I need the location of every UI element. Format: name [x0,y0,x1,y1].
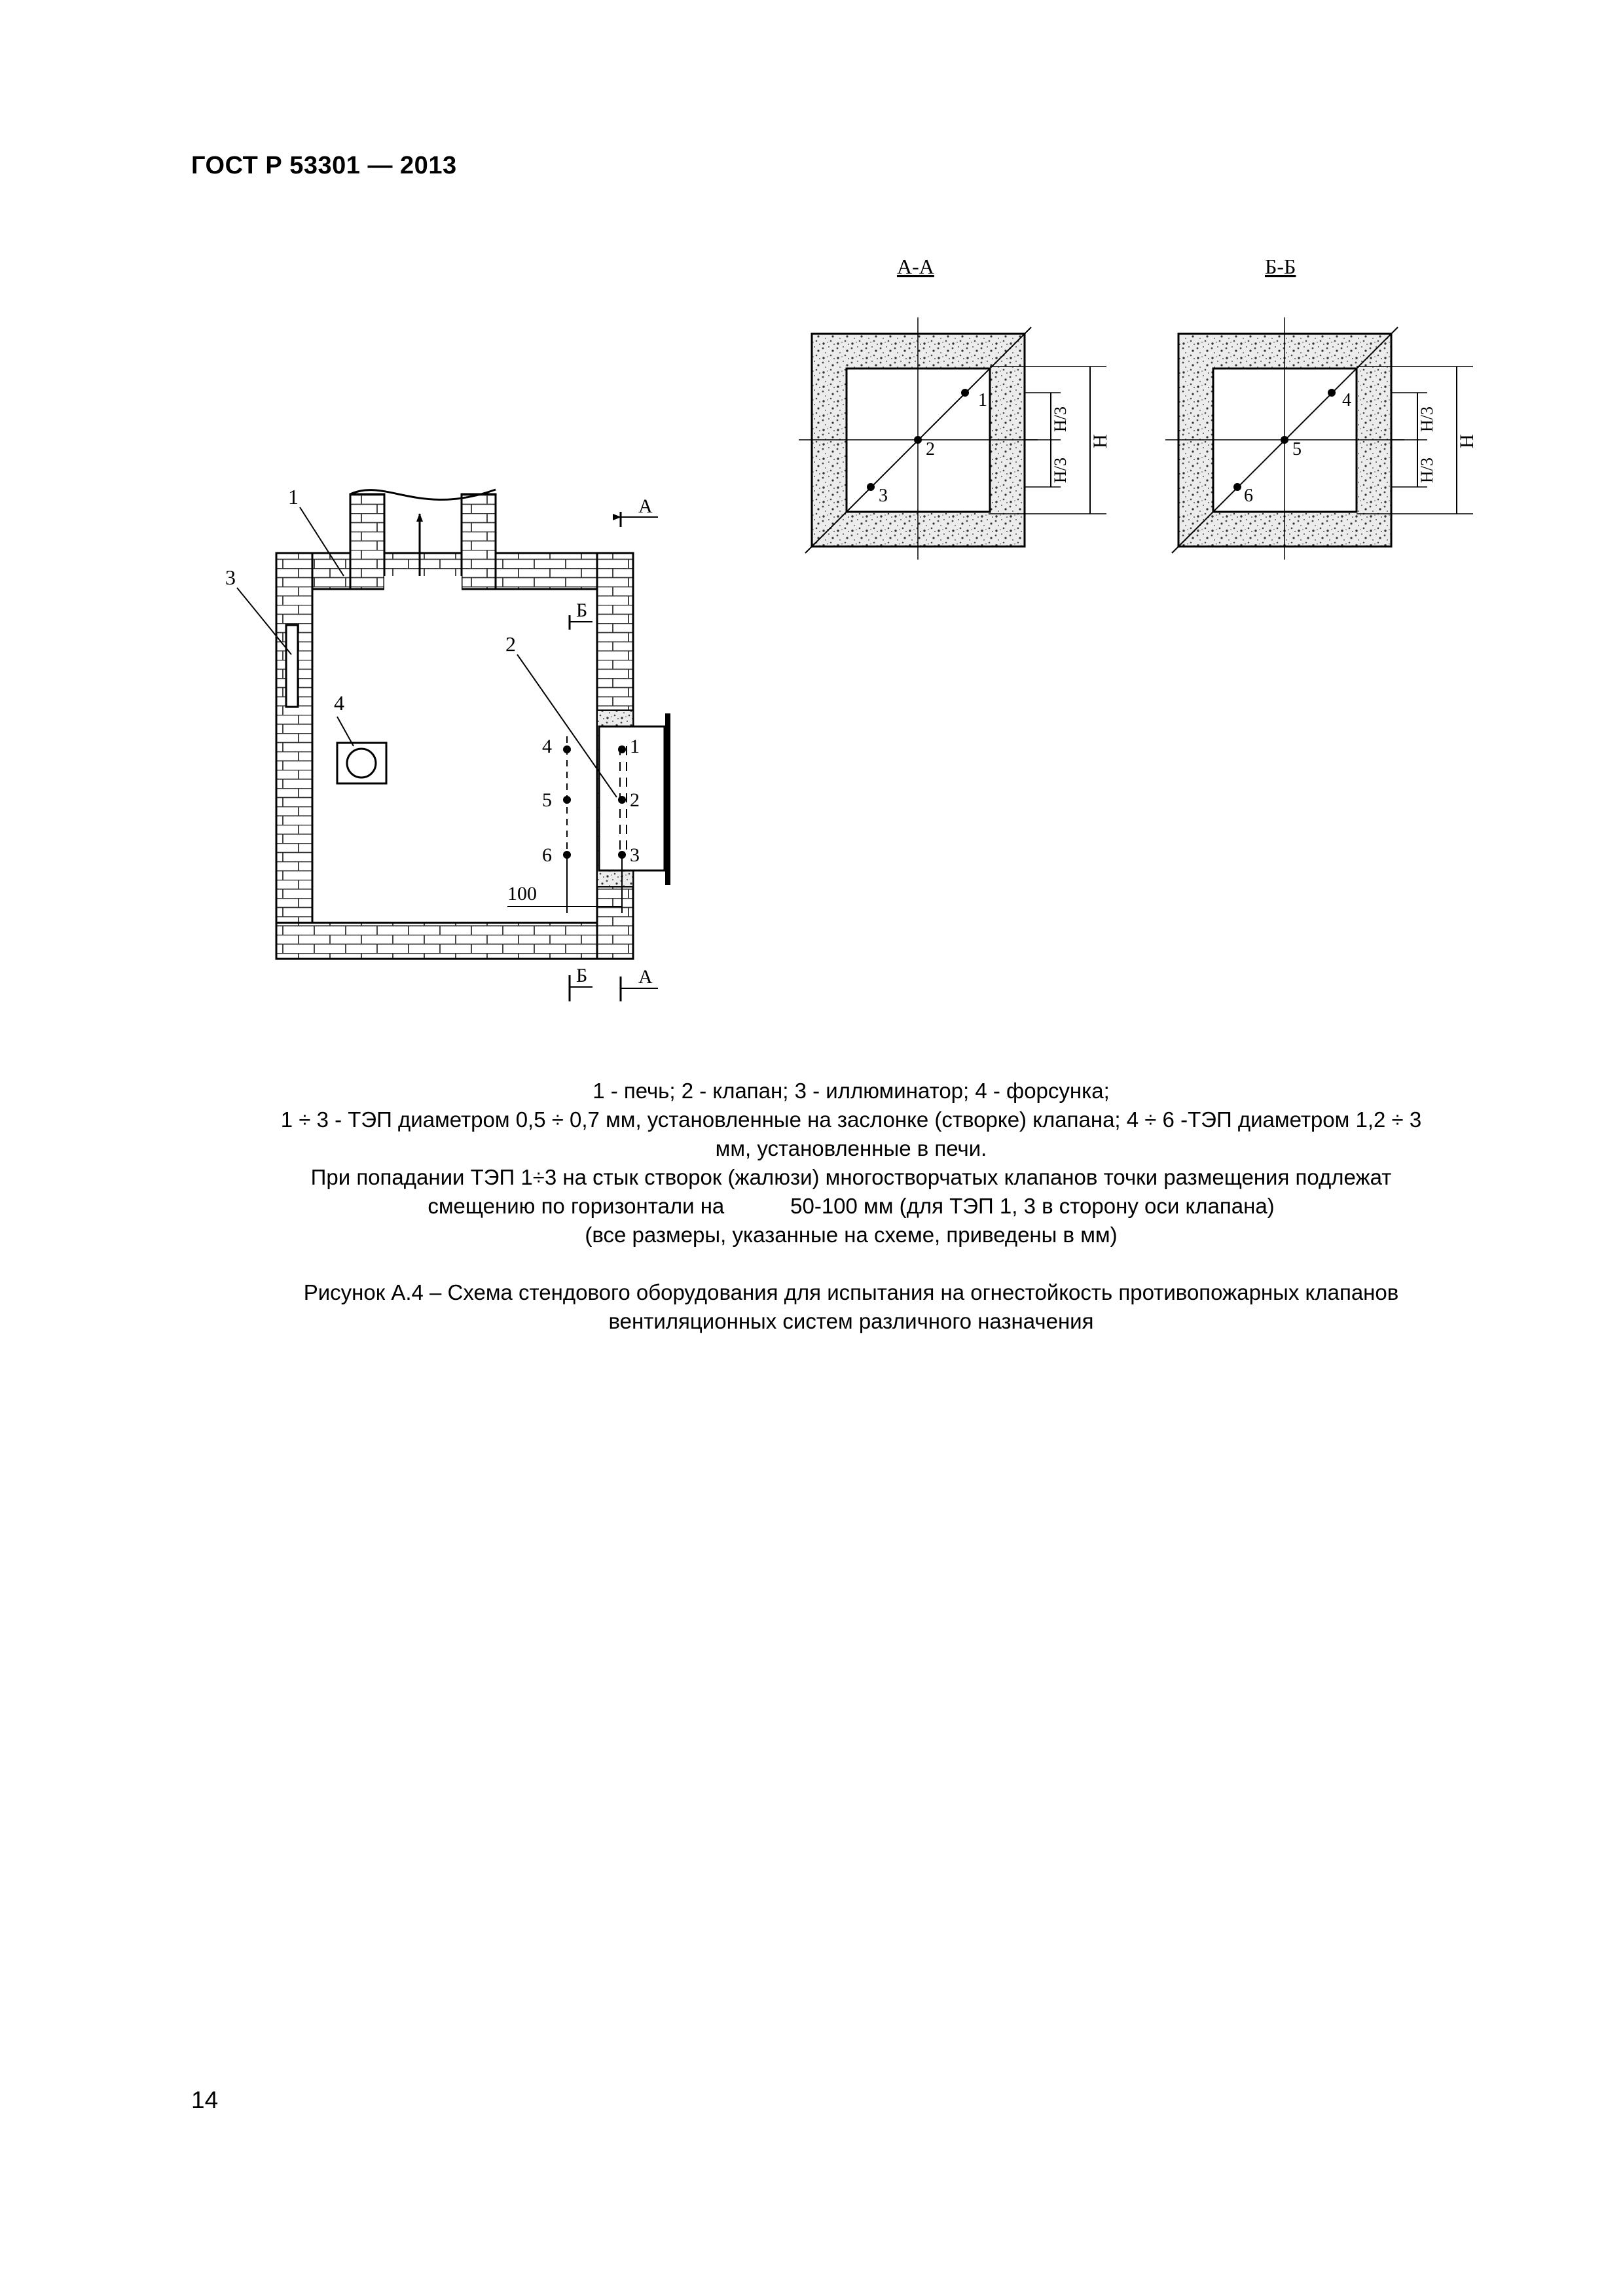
section-aa [799,255,1111,560]
legend-line-6: (все размеры, указанные на схеме, приведены в мм) [585,1223,1118,1247]
section-aa-point-3: 3 [879,486,888,506]
furnace-view [225,485,668,1001]
tc-point-4 [563,745,571,753]
legend-line-5: смещению по горизонтали на 50-100 мм (для ТЭП 1, 3 в сторону оси клапана) [428,1194,1275,1218]
tc-label-5: 5 [542,789,552,811]
callout-3: 3 [225,565,236,589]
tc-point-2 [618,796,626,804]
figure-caption [164,1077,1539,1336]
section-aa-dim-h3-upper: H/3 [1051,406,1070,432]
legend-line-3: мм, установленные в печи. [715,1136,987,1160]
document-header: ГОСТ Р 53301 — 2013 [191,152,457,179]
cut-b-bottom: Б [576,965,588,986]
tc-label-4: 4 [542,736,552,757]
tc-label-3: 3 [630,844,640,866]
legend-line-2: 1 ÷ 3 - ТЭП диаметром 0,5 ÷ 0,7 мм, установленные на заслонке (створке) клапана; 4 ÷ 6 -ТЭП диаметром 1,2 ÷ 3 [280,1107,1422,1132]
legend-line-4: При попадании ТЭП 1÷3 на стык створок (жалюзи) многостворчатых клапанов точки размещения подлежат [310,1165,1392,1189]
figure-title-line-1: Рисунок А.4 – Схема стендового оборудования для испытания на огнестойкость противопожарных клапанов [303,1280,1399,1304]
tc-point-1 [618,745,626,753]
tc-label-6: 6 [542,844,552,866]
furnace-wall-left [276,553,312,959]
section-aa-dim-h: H [1089,434,1111,448]
section-bb-dim-h: H [1456,434,1478,448]
chimney-left-wall [350,494,384,589]
section-bb-dim-h3-upper: H/3 [1417,406,1436,432]
section-bb-dim-h3-lower: H/3 [1417,457,1436,483]
furnace-wall-bottom [276,923,633,959]
figure-title-line-2: вентиляционных систем различного назначения [608,1309,1094,1333]
section-aa-point-2: 2 [926,439,935,459]
cut-a-bottom: А [638,966,653,988]
section-bb-title: Б-Б [1265,255,1296,278]
dimension-100-label: 100 [507,883,537,905]
tc-point-5 [563,796,571,804]
section-bb-point-4: 4 [1342,390,1351,410]
section-bb [1165,255,1478,560]
tc-label-1: 1 [630,736,640,757]
callout-1: 1 [288,485,299,509]
illuminator [286,625,298,707]
callout-4: 4 [334,691,344,715]
section-bb-point-5: 5 [1292,439,1302,459]
section-aa-point-1: 1 [978,390,987,410]
chimney-right-wall [462,494,496,589]
page-number: 14 [191,2087,219,2113]
section-bb-point-6: 6 [1244,486,1253,506]
cut-a-top: А [638,495,653,517]
legend-line-1: 1 - печь; 2 - клапан; 3 - иллюминатор; 4 - форсунка; [593,1079,1110,1103]
cut-b-top: Б [576,600,588,621]
callout-2: 2 [505,632,516,656]
burner-nozzle [347,749,376,778]
section-aa-dim-h3-lower: H/3 [1051,457,1070,483]
section-aa-title: А-А [897,255,934,278]
tc-label-2: 2 [630,789,640,811]
